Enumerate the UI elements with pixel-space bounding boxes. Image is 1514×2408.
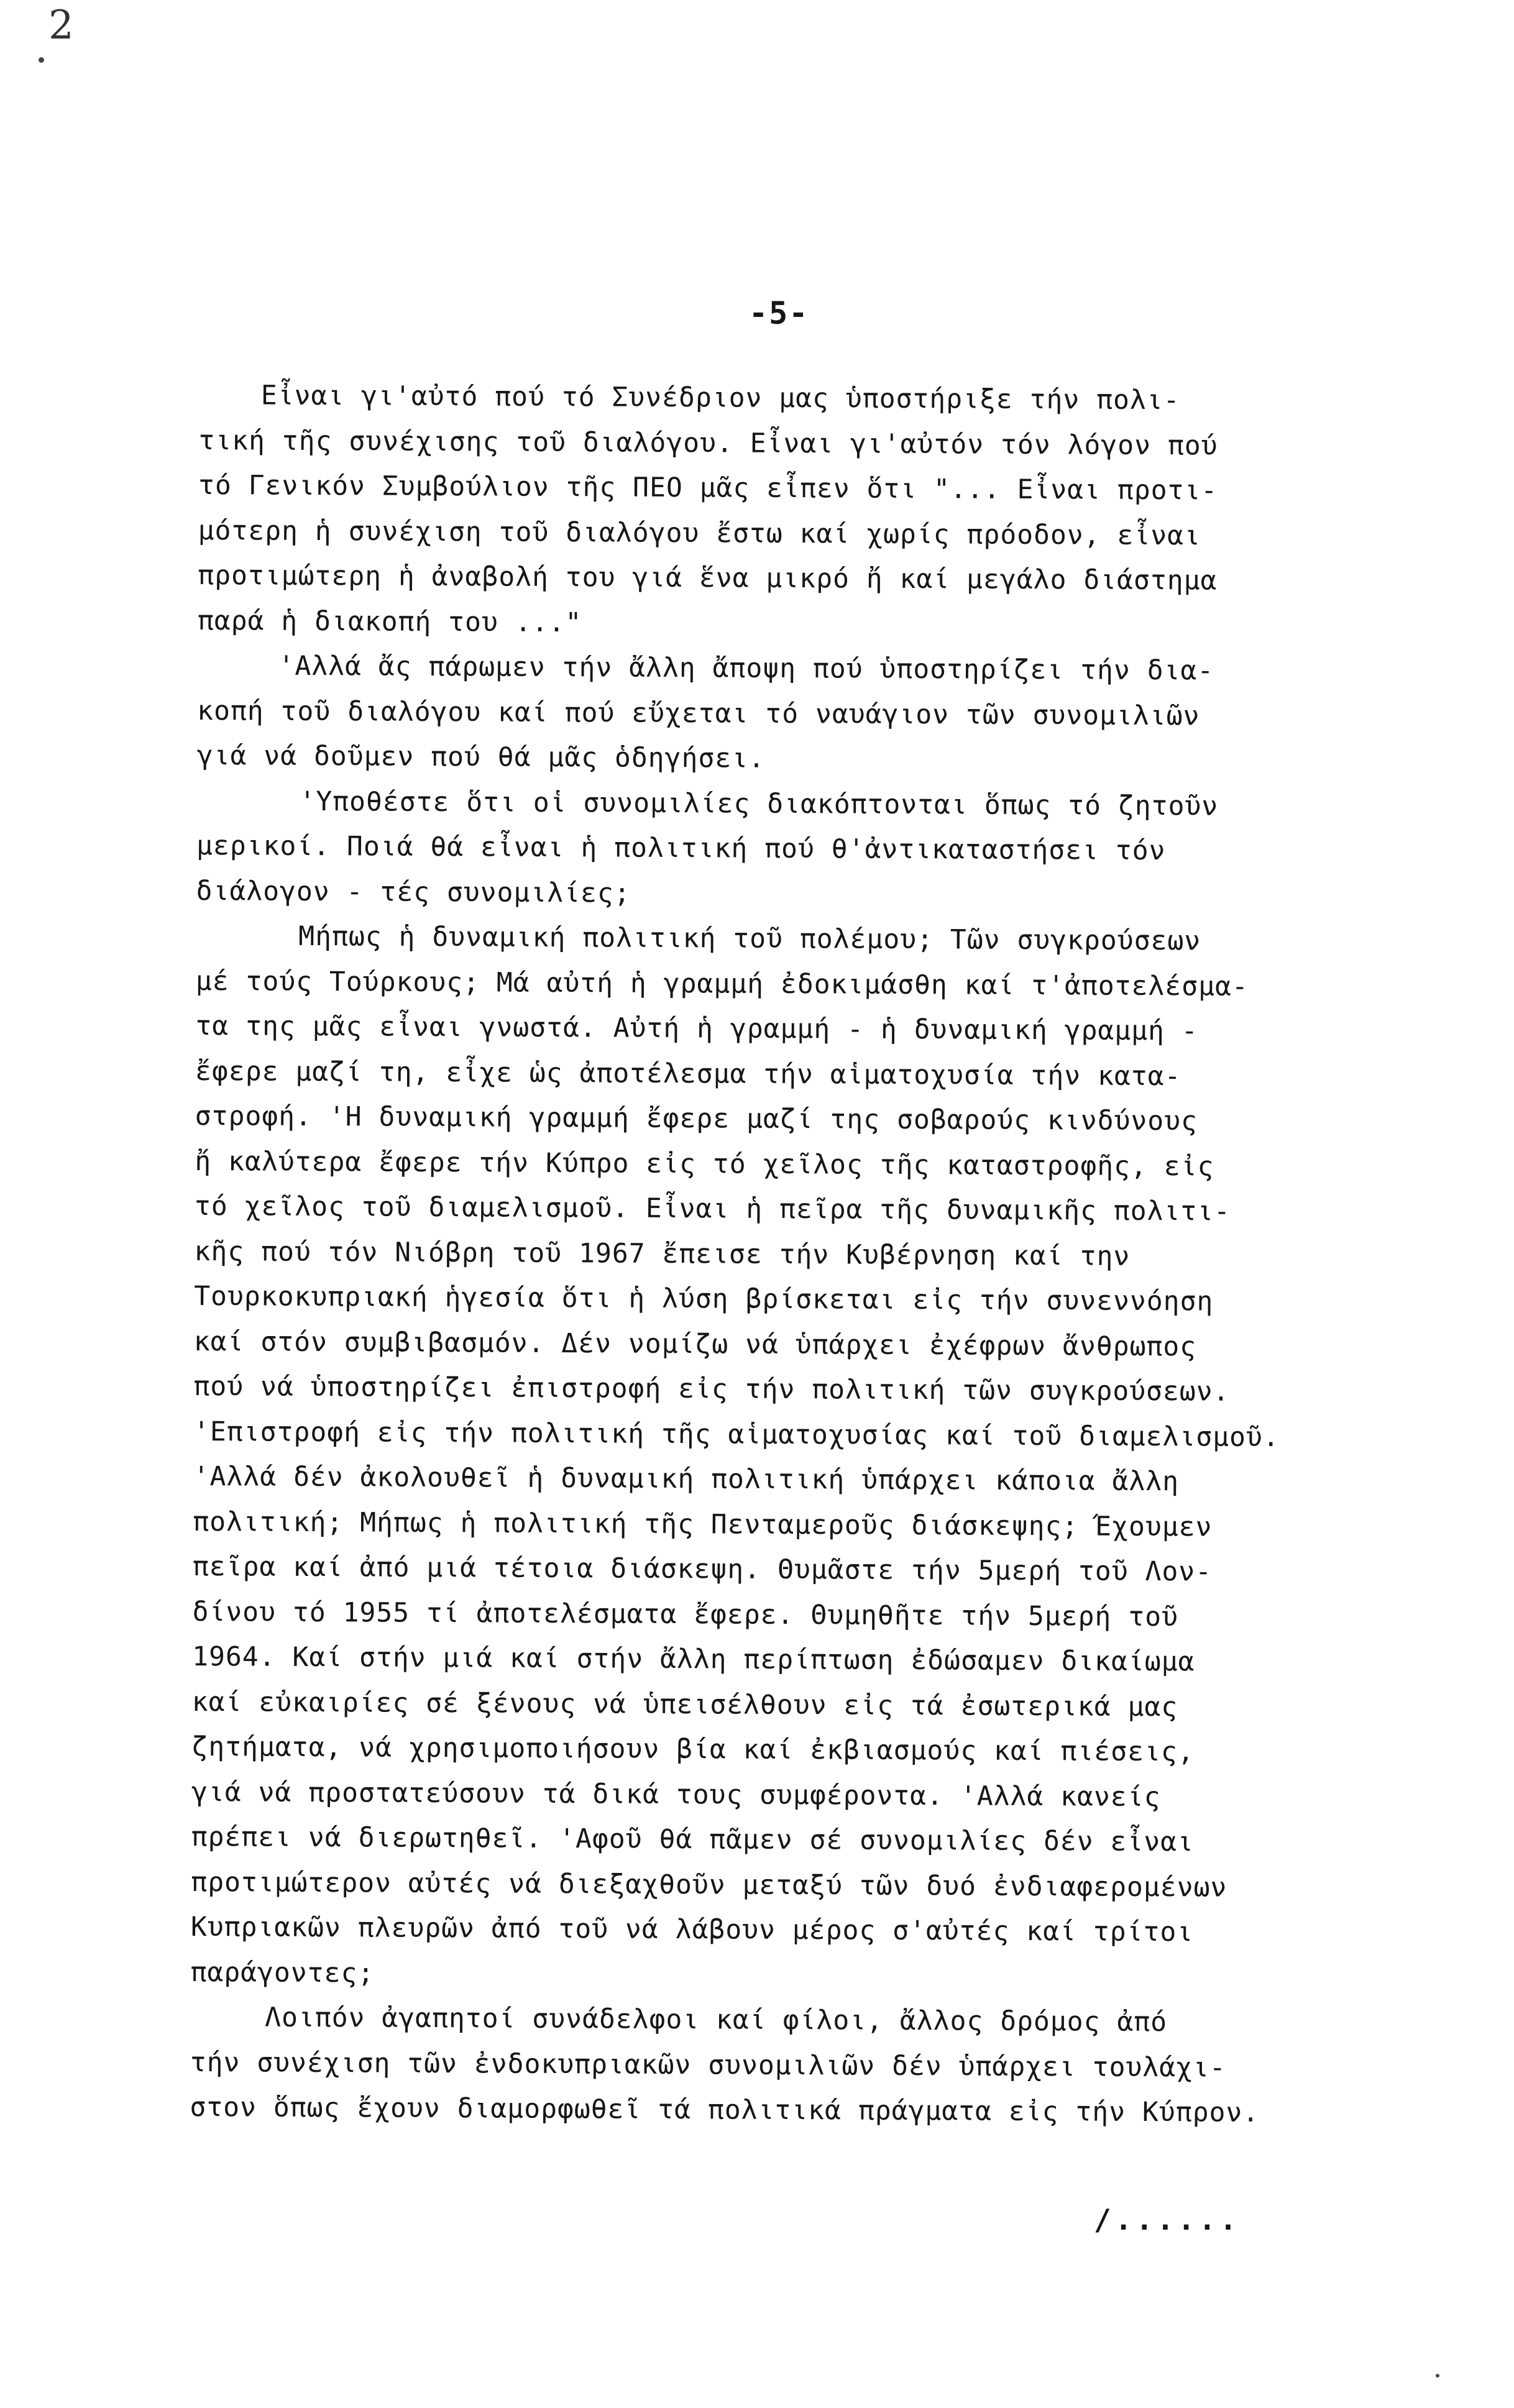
text-line: πρέπει νά διερωτηθεῖ. 'Αφοῦ θά πᾶμεν σέ συνομιλίες δέν εἶναι — [191, 1821, 1195, 1858]
text-line: τό χεῖλος τοῦ διαμελισμοῦ. Εἶναι ἡ πεῖρα τῆς δυναμικῆς πολιτι- — [194, 1190, 1231, 1227]
text-line: προτιμώτερη ἡ ἀναβολή του γιά ἕνα μικρό ἤ καί μεγάλο διάστημα — [198, 559, 1218, 597]
text-line: καί στόν συμβιβασμόν. Δέν νομίζω νά ὑπάρχει ἐχέφρων ἄνθρωπος — [193, 1325, 1197, 1362]
text-line: μέ τούς Τούρκους; Μά αὐτή ἡ γραμμή ἐδοκιμάσθη καί τ'ἀποτελέσμα- — [195, 965, 1249, 1002]
text-line: 'Υποθέστε ὅτι οἱ συνομιλίες διακόπτονται ὅπως τό ζητοῦν — [299, 785, 1219, 822]
text-line: 'Αλλά ἄς πάρωμεν τήν ἄλλη ἄποψη πού ὑποστηρίζει τήν δια- — [278, 650, 1214, 687]
text-line: Κυπριακῶν πλευρῶν ἀπό τοῦ νά λάβουν μέρος σ'αὐτές καί τρίτοι — [190, 1911, 1194, 1948]
paragraph — [198, 373, 1411, 649]
text-line: Μήπως ἡ δυναμική πολιτική τοῦ πολέμου; Τῶν συγκρούσεων — [298, 920, 1201, 957]
text-line: μερικοί. Ποιά θά εἶναι ἡ πολιτική πού θ'ἀντικαταστήσει τόν — [196, 830, 1166, 867]
ink-speck — [1436, 2374, 1439, 2378]
text-line: παράγοντες; — [190, 1956, 375, 1989]
text-line: πεῖρα καί ἀπό μιά τέτοια διάσκεψη. Θυμᾶστε τήν 5μερή τοῦ Λον- — [192, 1550, 1213, 1588]
text-line: γιά νά προστατεύσουν τά δικά τους συμφέροντα. 'Αλλά κανείς — [191, 1776, 1161, 1813]
text-line: τήν συνέχιση τῶν ἐνδοκυπριακῶν συνομιλιῶν δέν ὑπάρχει τουλάχι- — [190, 2046, 1226, 2084]
text-line: κῆς πού τόν Νιόβρη τοῦ 1967 ἔπεισε τήν Κυβέρνηση καί την — [194, 1235, 1131, 1272]
text-line: Εἶναι γι'αὐτό πού τό Συνέδριον μας ὑποστήριξε τήν πολι- — [260, 380, 1180, 416]
text-line: μότερη ἡ συνέχιση τοῦ διαλόγου ἔστω καί χωρίς πρόοδον, εἶναι — [198, 515, 1201, 551]
text-line: τό Γενικόν Συμβούλιον τῆς ΠΕΟ μᾶς εἶπεν ὅτι "... Εἶναι προτι- — [198, 469, 1218, 506]
body-text — [190, 373, 1411, 2136]
paragraph — [196, 778, 1408, 920]
paragraph — [190, 913, 1408, 2001]
text-line: δίνου τό 1955 τί ἀποτελέσματα ἔφερε. Θυμηθῆτε τήν 5μερή τοῦ — [192, 1596, 1179, 1632]
text-line: προτιμώτερον αὐτές νά διεξαχθοῦν μεταξύ τῶν δυό ἐνδιαφερομένων — [191, 1866, 1227, 1903]
text-line: κοπή τοῦ διαλόγου καί πού εὔχεται τό ναυάγιον τῶν συνομιλιῶν — [197, 695, 1200, 731]
text-line: παρά ἡ διακοπή του ..." — [197, 605, 582, 638]
text-line: ζητήματα, νά χρησιμοποιήσουν βία καί ἐκβιασμούς καί πιέσεις, — [191, 1731, 1195, 1768]
paragraph — [197, 643, 1410, 785]
text-line: ἤ καλύτερα ἔφερε τήν Κύπρο εἰς τό χεῖλος τῆς καταστροφῆς, εἰς — [195, 1145, 1214, 1183]
text-line: πού νά ὑποστηρίζει ἐπιστροφή εἰς τήν πολιτική τῶν συγκρούσεων. — [193, 1370, 1230, 1408]
paragraph — [190, 1995, 1402, 2136]
text-line: στροφή. 'Η δυναμική γραμμή ἔφερε μαζί της σοβαρούς κινδύνους — [195, 1100, 1198, 1137]
ink-speck — [39, 57, 44, 63]
text-line: τα της μᾶς εἶναι γνωστά. Αὐτή ἡ γραμμή - ἡ δυναμική γραμμή - — [195, 1010, 1198, 1047]
text-line: Τουρκοκυπριακή ἡγεσία ὅτι ἡ λύση βρίσκεται εἰς τήν συνεννόηση — [194, 1280, 1214, 1317]
text-line: στον ὅπως ἔχουν διαμορφωθεῖ τά πολιτικά πράγματα εἰς τήν Κύπρον. — [190, 2091, 1260, 2128]
text-line: γιά νά δοῦμεν πού θά μᾶς ὁδηγήσει. — [196, 739, 766, 774]
text-line: τική τῆς συνέχισης τοῦ διαλόγου. Εἶναι γι'αὐτόν τόν λόγον πού — [198, 424, 1218, 462]
text-line: Λοιπόν ἀγαπητοί συνάδελφοι καί φίλοι, ἄλλος δρόμος ἀπό — [265, 2002, 1168, 2038]
text-line: 'Επιστροφή εἰς τήν πολιτική τῆς αἱματοχυσίας καί τοῦ διαμελισμοῦ. — [193, 1416, 1280, 1453]
closing-mark: /...... — [1094, 2203, 1241, 2236]
text-line: 'Αλλά δέν ἀκολουθεῖ ἡ δυναμική πολιτική ὑπάρχει κάποια ἄλλη — [193, 1460, 1180, 1498]
page-number: -5- — [749, 295, 809, 331]
text-line: ἔφερε μαζί τη, εἶχε ὡς ἀποτέλεσμα τήν αἱματοχυσία τήν κατα- — [195, 1055, 1181, 1092]
text-line: διάλογον - τές συνομιλίες; — [196, 875, 631, 909]
text-line: καί εὐκαιρίες σέ ξένους νά ὑπεισέλθουν εἰς τά ἐσωτερικά μας — [191, 1686, 1178, 1723]
text-line: 1964. Καί στήν μιά καί στήν ἄλλη περίπτωση ἐδώσαμεν δικαίωμα — [192, 1641, 1195, 1678]
text-line: πολιτική; Μήπως ἡ πολιτική τῆς Πενταμεροῦς διάσκεψης; Έχουμεν — [193, 1506, 1213, 1543]
corner-mark: 2 — [48, 2, 74, 48]
